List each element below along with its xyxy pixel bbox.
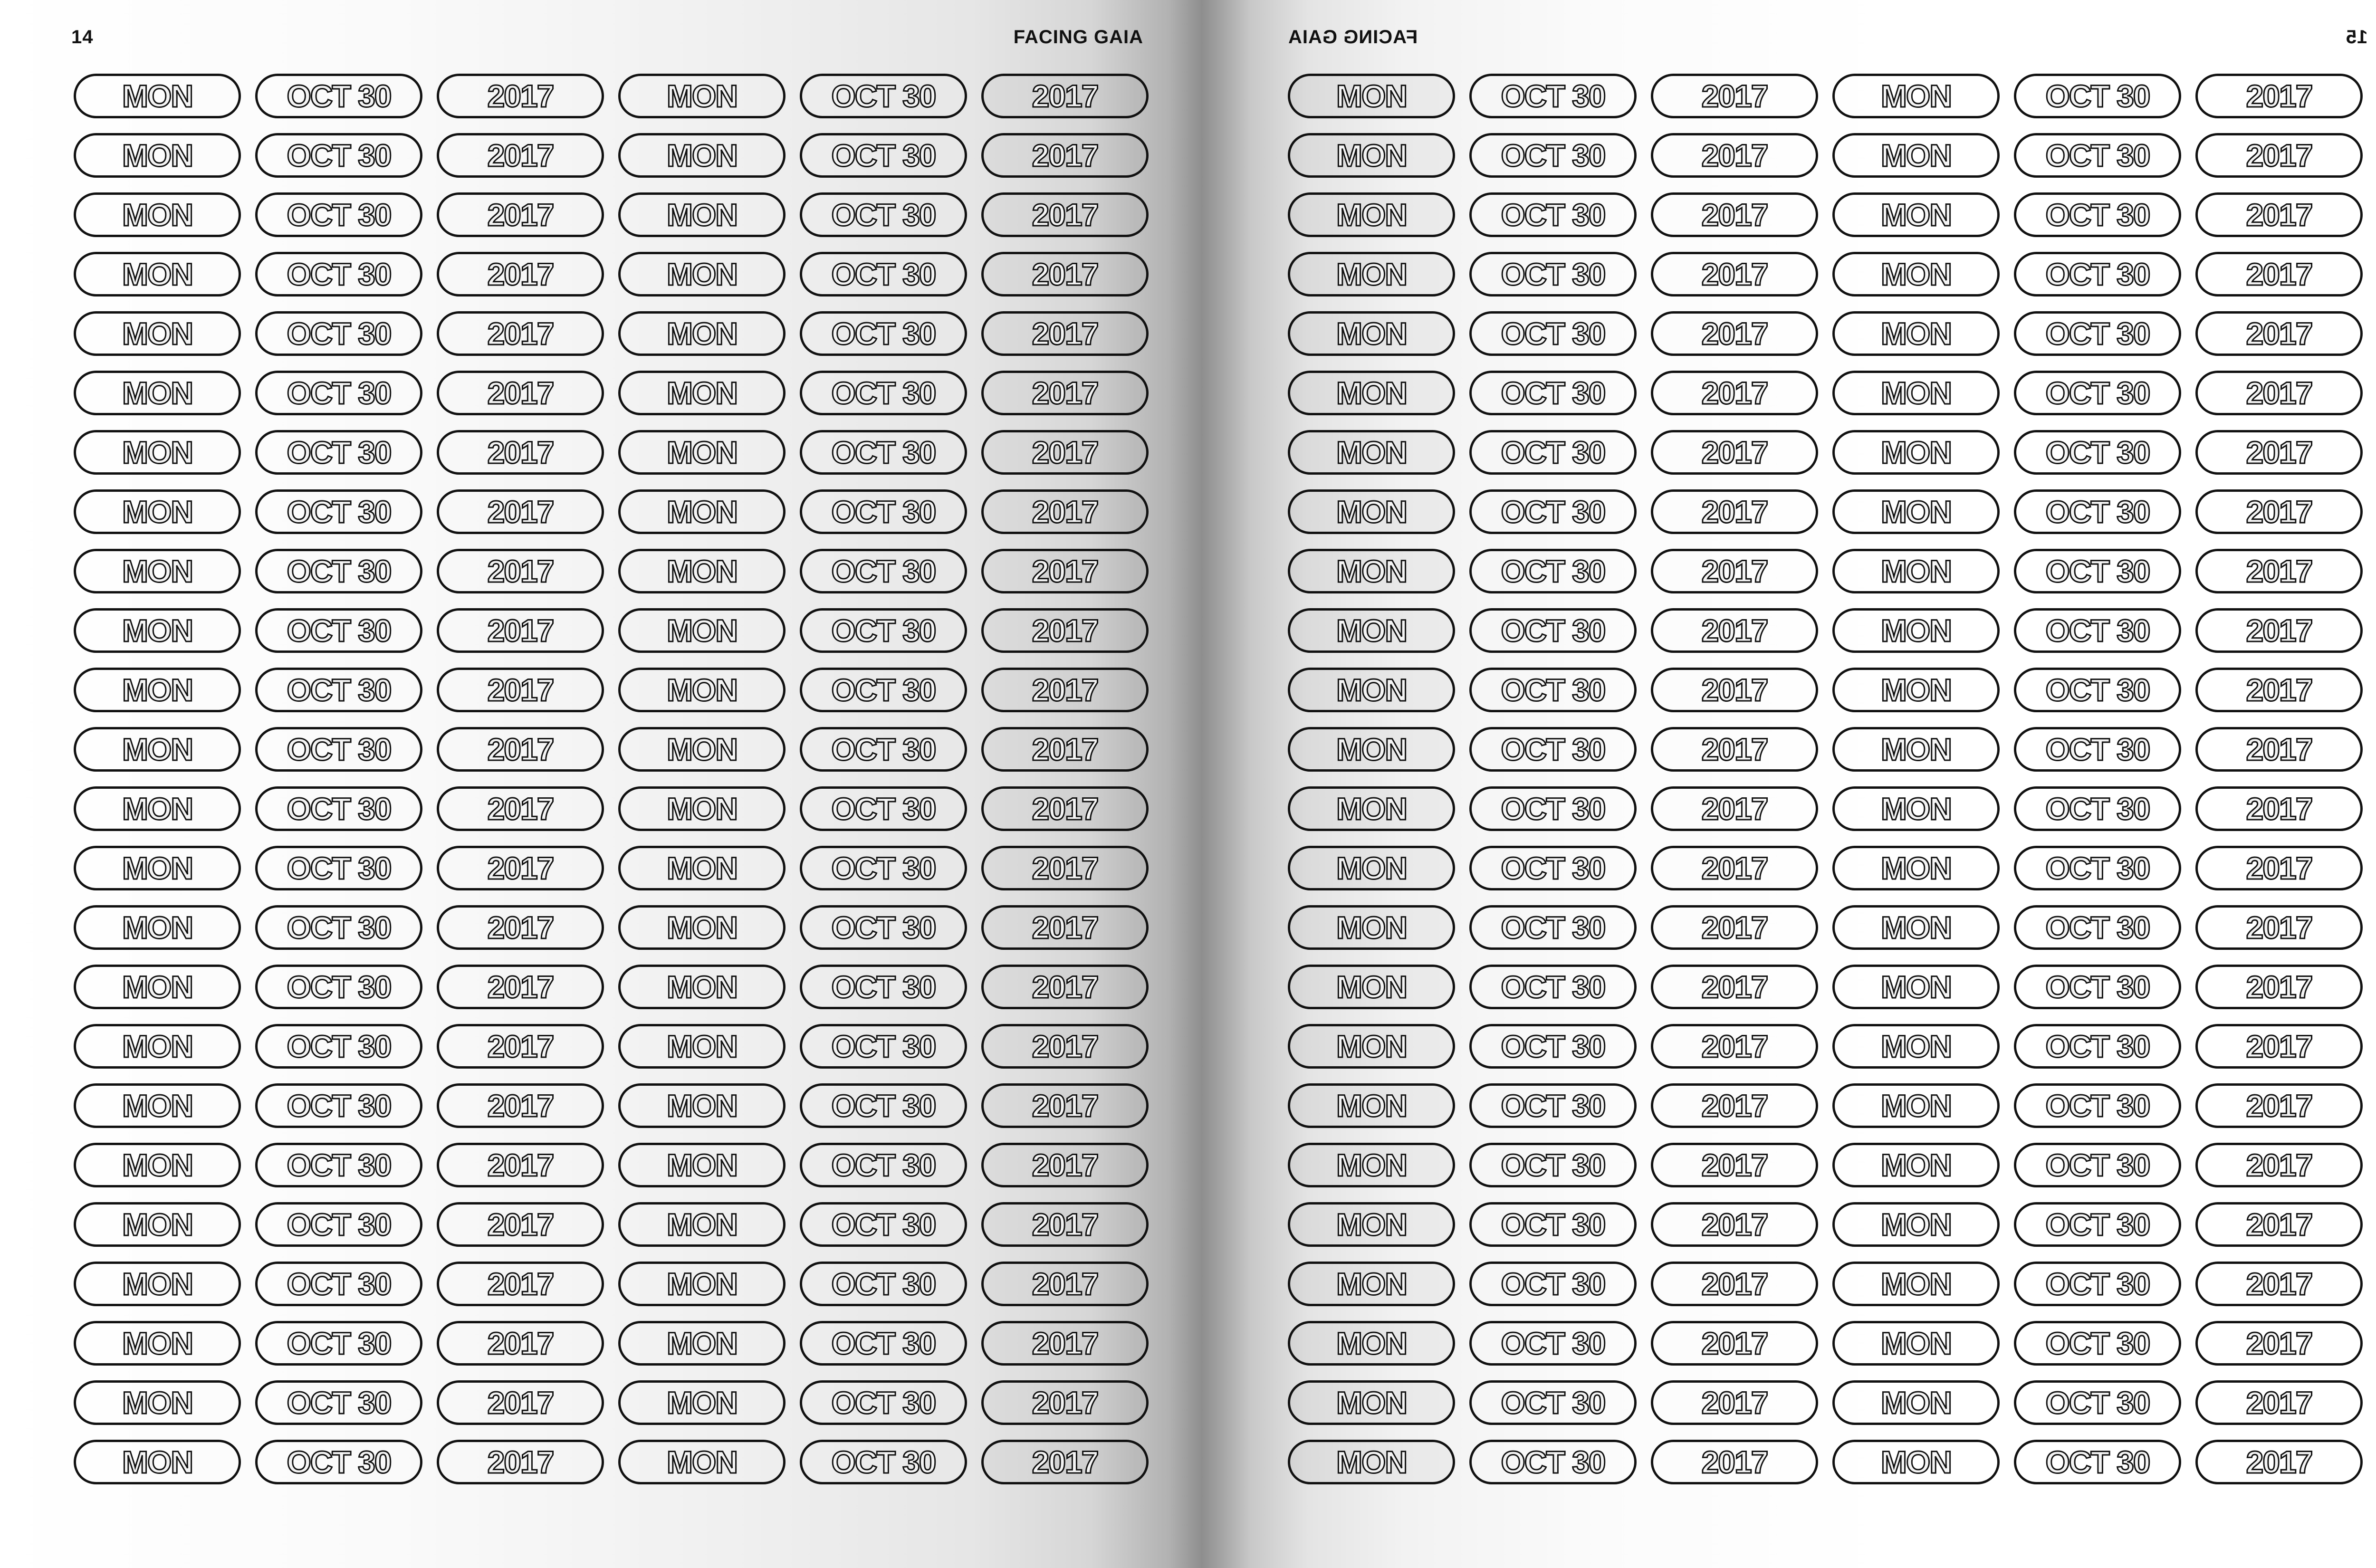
date-label-pill: MON (1288, 1380, 1455, 1425)
date-label-pill: 2017 (2195, 965, 2363, 1009)
date-label-pill: 2017 (2195, 74, 2363, 118)
date-label-pill: OCT 30 (800, 74, 967, 118)
date-label-pill: MON (618, 905, 786, 950)
date-label-pill: OCT 30 (1469, 311, 1637, 356)
date-label-pill: 2017 (437, 1380, 604, 1425)
date-label-pill: MON (618, 1440, 786, 1484)
date-label-pill: MON (74, 1321, 241, 1366)
date-label-pill: MON (1832, 489, 2000, 534)
date-label-pill: 2017 (1651, 311, 1818, 356)
date-label-pill: 2017 (2195, 1024, 2363, 1069)
date-label-pill: 2017 (437, 965, 604, 1009)
date-label-pill: 2017 (437, 1202, 604, 1247)
date-label-pill: OCT 30 (800, 1262, 967, 1306)
date-label-pill: MON (1288, 608, 1455, 653)
date-label-pill: OCT 30 (255, 133, 422, 178)
date-label-pill: MON (1288, 668, 1455, 712)
date-label-pill: MON (74, 905, 241, 950)
date-label-pill: MON (618, 74, 786, 118)
date-label-pill: 2017 (437, 549, 604, 593)
date-label-pill: 2017 (437, 192, 604, 237)
date-label-pill: OCT 30 (1469, 1143, 1637, 1187)
date-label-pill: MON (74, 371, 241, 415)
date-label-pill: MON (618, 252, 786, 296)
date-label-pill: OCT 30 (2014, 133, 2181, 178)
date-label-pill: 2017 (437, 905, 604, 950)
date-label-pill: 2017 (2195, 1380, 2363, 1425)
date-label-pill: MON (618, 1321, 786, 1366)
date-label-pill: OCT 30 (255, 74, 422, 118)
date-label-pill: MON (1288, 965, 1455, 1009)
date-label-pill: MON (618, 192, 786, 237)
page-number-left: 14 (71, 27, 94, 48)
date-label-pill: 2017 (1651, 133, 1818, 178)
date-label-pill: 2017 (2195, 905, 2363, 950)
date-label-pill: OCT 30 (1469, 1202, 1637, 1247)
date-label-pill: MON (618, 727, 786, 772)
date-label-pill: MON (74, 549, 241, 593)
date-label-pill: OCT 30 (2014, 1440, 2181, 1484)
date-label-pill: OCT 30 (255, 1143, 422, 1187)
date-label-pill: 2017 (2195, 252, 2363, 296)
date-label-pill: MON (618, 1024, 786, 1069)
date-label-pill: OCT 30 (800, 1440, 967, 1484)
date-label-pill: 2017 (2195, 1262, 2363, 1306)
date-label-pill: OCT 30 (800, 786, 967, 831)
date-label-pill: MON (74, 1083, 241, 1128)
date-label-pill: 2017 (1651, 846, 1818, 890)
date-label-pill: 2017 (2195, 133, 2363, 178)
running-head-right: FACING GAIA (1288, 27, 1418, 48)
date-label-pill: 2017 (981, 430, 1149, 475)
date-label-pill: OCT 30 (1469, 846, 1637, 890)
date-label-pill: MON (1288, 371, 1455, 415)
date-label-pill: 2017 (1651, 965, 1818, 1009)
date-label-pill: 2017 (2195, 311, 2363, 356)
date-label-pill: OCT 30 (1469, 786, 1637, 831)
date-label-pill: 2017 (2195, 1143, 2363, 1187)
date-label-pill: OCT 30 (255, 608, 422, 653)
date-label-pill: MON (74, 311, 241, 356)
date-label-pill: 2017 (981, 668, 1149, 712)
date-label-pill: MON (618, 1083, 786, 1128)
date-label-pill: MON (618, 549, 786, 593)
date-label-pill: OCT 30 (1469, 727, 1637, 772)
date-label-pill: 2017 (437, 1262, 604, 1306)
date-label-pill: OCT 30 (2014, 905, 2181, 950)
date-label-pill: OCT 30 (255, 1321, 422, 1366)
date-label-pill: MON (1288, 489, 1455, 534)
date-label-pill: OCT 30 (2014, 311, 2181, 356)
date-label-pill: OCT 30 (255, 965, 422, 1009)
date-label-pill: MON (618, 846, 786, 890)
date-label-pill: 2017 (1651, 371, 1818, 415)
date-label-pill: MON (74, 133, 241, 178)
date-label-pill: OCT 30 (255, 846, 422, 890)
date-label-pill: OCT 30 (1469, 74, 1637, 118)
date-label-pill: 2017 (981, 786, 1149, 831)
date-label-pill: OCT 30 (800, 1321, 967, 1366)
date-label-pill: 2017 (437, 727, 604, 772)
date-label-pill: MON (618, 668, 786, 712)
date-label-pill: OCT 30 (255, 1262, 422, 1306)
date-label-pill: 2017 (1651, 727, 1818, 772)
date-label-pill: 2017 (981, 489, 1149, 534)
date-label-pill: 2017 (437, 133, 604, 178)
date-label-pill: OCT 30 (1469, 252, 1637, 296)
date-label-pill: OCT 30 (1469, 1262, 1637, 1306)
date-label-pill: MON (1288, 311, 1455, 356)
date-label-pill: MON (1832, 252, 2000, 296)
date-label-pill: OCT 30 (1469, 1380, 1637, 1425)
date-label-pill: MON (618, 786, 786, 831)
date-label-pill: MON (618, 608, 786, 653)
date-label-pill: OCT 30 (2014, 727, 2181, 772)
date-label-pill: OCT 30 (800, 846, 967, 890)
date-label-pill: OCT 30 (255, 1024, 422, 1069)
date-label-pill: MON (1832, 965, 2000, 1009)
date-label-pill: OCT 30 (1469, 1024, 1637, 1069)
date-label-pill: 2017 (437, 252, 604, 296)
date-label-pill: MON (74, 846, 241, 890)
date-pill-grid-right (1288, 74, 2363, 1484)
date-label-pill: OCT 30 (2014, 1380, 2181, 1425)
date-label-pill: OCT 30 (800, 430, 967, 475)
date-label-pill: 2017 (1651, 668, 1818, 712)
date-label-pill: OCT 30 (2014, 192, 2181, 237)
date-label-pill: OCT 30 (255, 1202, 422, 1247)
date-label-pill: 2017 (981, 608, 1149, 653)
date-label-pill: 2017 (981, 1143, 1149, 1187)
date-label-pill: MON (1832, 1440, 2000, 1484)
date-label-pill: OCT 30 (2014, 1321, 2181, 1366)
date-label-pill: 2017 (981, 1262, 1149, 1306)
date-label-pill: MON (1288, 74, 1455, 118)
date-label-pill: 2017 (437, 846, 604, 890)
date-label-pill: 2017 (981, 133, 1149, 178)
date-label-pill: 2017 (437, 1143, 604, 1187)
date-label-pill: 2017 (2195, 608, 2363, 653)
date-label-pill: MON (1832, 727, 2000, 772)
running-head-left: FACING GAIA (1013, 27, 1143, 48)
date-label-pill: MON (1832, 1321, 2000, 1366)
date-label-pill: OCT 30 (2014, 965, 2181, 1009)
date-label-pill: OCT 30 (2014, 489, 2181, 534)
date-label-pill: OCT 30 (800, 608, 967, 653)
date-label-pill: 2017 (981, 311, 1149, 356)
date-label-pill: OCT 30 (1469, 608, 1637, 653)
date-label-pill: OCT 30 (255, 1440, 422, 1484)
date-label-pill: OCT 30 (800, 311, 967, 356)
date-label-pill: OCT 30 (800, 965, 967, 1009)
date-label-pill: 2017 (2195, 1440, 2363, 1484)
date-label-pill: MON (74, 1143, 241, 1187)
date-label-pill: MON (1288, 1083, 1455, 1128)
date-label-pill: OCT 30 (2014, 1024, 2181, 1069)
date-label-pill: MON (618, 133, 786, 178)
date-label-pill: MON (74, 430, 241, 475)
date-label-pill: OCT 30 (2014, 549, 2181, 593)
date-label-pill: OCT 30 (800, 1380, 967, 1425)
date-label-pill: OCT 30 (800, 252, 967, 296)
date-label-pill: OCT 30 (800, 489, 967, 534)
date-label-pill: MON (1832, 430, 2000, 475)
date-label-pill: OCT 30 (1469, 489, 1637, 534)
date-label-pill: 2017 (981, 965, 1149, 1009)
date-label-pill: MON (1288, 786, 1455, 831)
date-label-pill: 2017 (437, 1440, 604, 1484)
date-label-pill: MON (74, 1202, 241, 1247)
date-label-pill: OCT 30 (2014, 608, 2181, 653)
date-label-pill: MON (1832, 192, 2000, 237)
date-label-pill: MON (1832, 1083, 2000, 1128)
date-label-pill: 2017 (1651, 1024, 1818, 1069)
date-label-pill: MON (1288, 1024, 1455, 1069)
date-label-pill: MON (1832, 668, 2000, 712)
date-label-pill: 2017 (1651, 252, 1818, 296)
date-label-pill: MON (618, 311, 786, 356)
date-label-pill: 2017 (981, 1202, 1149, 1247)
date-label-pill: OCT 30 (2014, 786, 2181, 831)
date-label-pill: 2017 (981, 371, 1149, 415)
date-label-pill: OCT 30 (255, 786, 422, 831)
date-label-pill: 2017 (437, 1321, 604, 1366)
date-label-pill: OCT 30 (255, 668, 422, 712)
date-label-pill: OCT 30 (1469, 668, 1637, 712)
date-label-pill: 2017 (437, 1024, 604, 1069)
date-label-pill: 2017 (981, 192, 1149, 237)
date-label-pill: MON (74, 74, 241, 118)
date-label-pill: MON (1832, 608, 2000, 653)
date-label-pill: MON (1832, 1262, 2000, 1306)
date-label-pill: OCT 30 (255, 252, 422, 296)
date-label-pill: MON (74, 786, 241, 831)
date-label-pill: MON (618, 371, 786, 415)
date-label-pill: MON (1832, 905, 2000, 950)
date-label-pill: MON (1832, 311, 2000, 356)
date-label-pill: OCT 30 (1469, 549, 1637, 593)
date-label-pill: 2017 (2195, 727, 2363, 772)
date-label-pill: MON (618, 1143, 786, 1187)
date-label-pill: 2017 (1651, 905, 1818, 950)
date-label-pill: OCT 30 (255, 727, 422, 772)
date-label-pill: MON (74, 252, 241, 296)
date-label-pill: OCT 30 (255, 489, 422, 534)
date-label-pill: OCT 30 (1469, 1083, 1637, 1128)
date-label-pill: 2017 (2195, 668, 2363, 712)
date-label-pill: MON (74, 1024, 241, 1069)
date-label-pill: OCT 30 (800, 668, 967, 712)
date-label-pill: MON (618, 1380, 786, 1425)
date-label-pill: 2017 (437, 608, 604, 653)
date-label-pill: OCT 30 (1469, 192, 1637, 237)
date-label-pill: MON (1832, 1024, 2000, 1069)
date-label-pill: 2017 (2195, 489, 2363, 534)
date-label-pill: MON (1832, 1202, 2000, 1247)
date-label-pill: MON (74, 965, 241, 1009)
date-label-pill: 2017 (437, 489, 604, 534)
date-label-pill: OCT 30 (255, 192, 422, 237)
date-label-pill: 2017 (981, 1380, 1149, 1425)
date-label-pill: OCT 30 (800, 1083, 967, 1128)
date-label-pill: OCT 30 (800, 1024, 967, 1069)
date-label-pill: 2017 (981, 905, 1149, 950)
date-label-pill: 2017 (981, 1024, 1149, 1069)
date-label-pill: OCT 30 (255, 905, 422, 950)
date-label-pill: OCT 30 (1469, 371, 1637, 415)
date-label-pill: 2017 (2195, 1202, 2363, 1247)
date-label-pill: OCT 30 (1469, 430, 1637, 475)
date-label-pill: OCT 30 (800, 192, 967, 237)
date-label-pill: MON (1832, 846, 2000, 890)
date-label-pill: 2017 (981, 1083, 1149, 1128)
date-label-pill: OCT 30 (2014, 1143, 2181, 1187)
date-label-pill: MON (74, 668, 241, 712)
date-label-pill: 2017 (1651, 1321, 1818, 1366)
date-label-pill: 2017 (2195, 549, 2363, 593)
date-label-pill: 2017 (1651, 489, 1818, 534)
date-label-pill: MON (74, 489, 241, 534)
date-label-pill: OCT 30 (255, 1380, 422, 1425)
date-label-pill: 2017 (981, 252, 1149, 296)
date-label-pill: MON (74, 1262, 241, 1306)
date-label-pill: OCT 30 (1469, 1440, 1637, 1484)
date-label-pill: OCT 30 (2014, 74, 2181, 118)
date-label-pill: 2017 (437, 74, 604, 118)
date-label-pill: 2017 (981, 74, 1149, 118)
date-label-pill: MON (74, 608, 241, 653)
date-label-pill: MON (1288, 1143, 1455, 1187)
date-label-pill: MON (74, 727, 241, 772)
date-label-pill: OCT 30 (255, 311, 422, 356)
date-label-pill: 2017 (437, 430, 604, 475)
date-label-pill: 2017 (1651, 1202, 1818, 1247)
date-label-pill: 2017 (2195, 371, 2363, 415)
date-label-pill: MON (1288, 727, 1455, 772)
date-label-pill: 2017 (981, 727, 1149, 772)
date-label-pill: OCT 30 (2014, 430, 2181, 475)
date-label-pill: 2017 (2195, 1321, 2363, 1366)
date-label-pill: OCT 30 (2014, 1083, 2181, 1128)
date-label-pill: OCT 30 (255, 549, 422, 593)
date-label-pill: 2017 (981, 1440, 1149, 1484)
date-label-pill: 2017 (2195, 786, 2363, 831)
date-label-pill: 2017 (2195, 192, 2363, 237)
date-label-pill: MON (1288, 1202, 1455, 1247)
date-label-pill: OCT 30 (2014, 846, 2181, 890)
right-page (1226, 0, 2376, 1568)
date-label-pill: MON (618, 430, 786, 475)
date-label-pill: MON (1288, 252, 1455, 296)
date-label-pill: 2017 (981, 1321, 1149, 1366)
date-label-pill: 2017 (437, 371, 604, 415)
date-label-pill: 2017 (1651, 786, 1818, 831)
date-label-pill: MON (1288, 1440, 1455, 1484)
date-label-pill: MON (1288, 430, 1455, 475)
date-label-pill: MON (1832, 549, 2000, 593)
date-label-pill: 2017 (437, 668, 604, 712)
date-label-pill: OCT 30 (800, 905, 967, 950)
date-label-pill: OCT 30 (800, 1143, 967, 1187)
date-label-pill: MON (74, 1380, 241, 1425)
date-label-pill: MON (618, 965, 786, 1009)
date-label-pill: OCT 30 (2014, 668, 2181, 712)
date-label-pill: MON (1288, 846, 1455, 890)
date-label-pill: OCT 30 (800, 1202, 967, 1247)
date-label-pill: MON (618, 1202, 786, 1247)
date-label-pill: MON (1288, 905, 1455, 950)
date-label-pill: MON (618, 489, 786, 534)
date-label-pill: MON (74, 1440, 241, 1484)
date-label-pill: 2017 (2195, 846, 2363, 890)
date-label-pill: 2017 (1651, 608, 1818, 653)
date-label-pill: MON (1832, 133, 2000, 178)
date-label-pill: 2017 (1651, 74, 1818, 118)
date-label-pill: OCT 30 (2014, 1202, 2181, 1247)
date-label-pill: 2017 (981, 846, 1149, 890)
date-label-pill: MON (618, 1262, 786, 1306)
date-label-pill: MON (1288, 192, 1455, 237)
date-label-pill: 2017 (1651, 1262, 1818, 1306)
date-label-pill: MON (1832, 1380, 2000, 1425)
date-label-pill: MON (1288, 133, 1455, 178)
date-label-pill: OCT 30 (255, 430, 422, 475)
date-label-pill: 2017 (1651, 1143, 1818, 1187)
date-label-pill: OCT 30 (2014, 252, 2181, 296)
date-label-pill: MON (1832, 1143, 2000, 1187)
date-label-pill: OCT 30 (800, 549, 967, 593)
date-label-pill: 2017 (437, 311, 604, 356)
date-label-pill: OCT 30 (255, 1083, 422, 1128)
date-label-pill: OCT 30 (2014, 371, 2181, 415)
date-label-pill: 2017 (1651, 1083, 1818, 1128)
date-label-pill: 2017 (2195, 430, 2363, 475)
date-label-pill: 2017 (2195, 1083, 2363, 1128)
date-label-pill: OCT 30 (800, 727, 967, 772)
date-label-pill: 2017 (981, 549, 1149, 593)
date-label-pill: 2017 (1651, 1380, 1818, 1425)
date-label-pill: OCT 30 (800, 371, 967, 415)
page-number-right: 15 (2345, 27, 2367, 48)
date-label-pill: OCT 30 (1469, 1321, 1637, 1366)
date-label-pill: MON (74, 192, 241, 237)
date-label-pill: MON (1288, 1321, 1455, 1366)
date-label-pill: 2017 (1651, 1440, 1818, 1484)
date-label-pill: MON (1832, 786, 2000, 831)
date-label-pill: 2017 (437, 786, 604, 831)
date-label-pill: MON (1288, 549, 1455, 593)
date-label-pill: OCT 30 (1469, 965, 1637, 1009)
date-label-pill: OCT 30 (1469, 133, 1637, 178)
date-label-pill: 2017 (1651, 549, 1818, 593)
date-label-pill: 2017 (1651, 430, 1818, 475)
date-label-pill: MON (1832, 74, 2000, 118)
date-label-pill: OCT 30 (1469, 905, 1637, 950)
date-label-pill: OCT 30 (2014, 1262, 2181, 1306)
date-label-pill: OCT 30 (800, 133, 967, 178)
date-pill-grid-left (74, 74, 1149, 1484)
date-label-pill: 2017 (437, 1083, 604, 1128)
date-label-pill: MON (1288, 1262, 1455, 1306)
date-label-pill: 2017 (1651, 192, 1818, 237)
date-label-pill: OCT 30 (255, 371, 422, 415)
date-label-pill: MON (1832, 371, 2000, 415)
